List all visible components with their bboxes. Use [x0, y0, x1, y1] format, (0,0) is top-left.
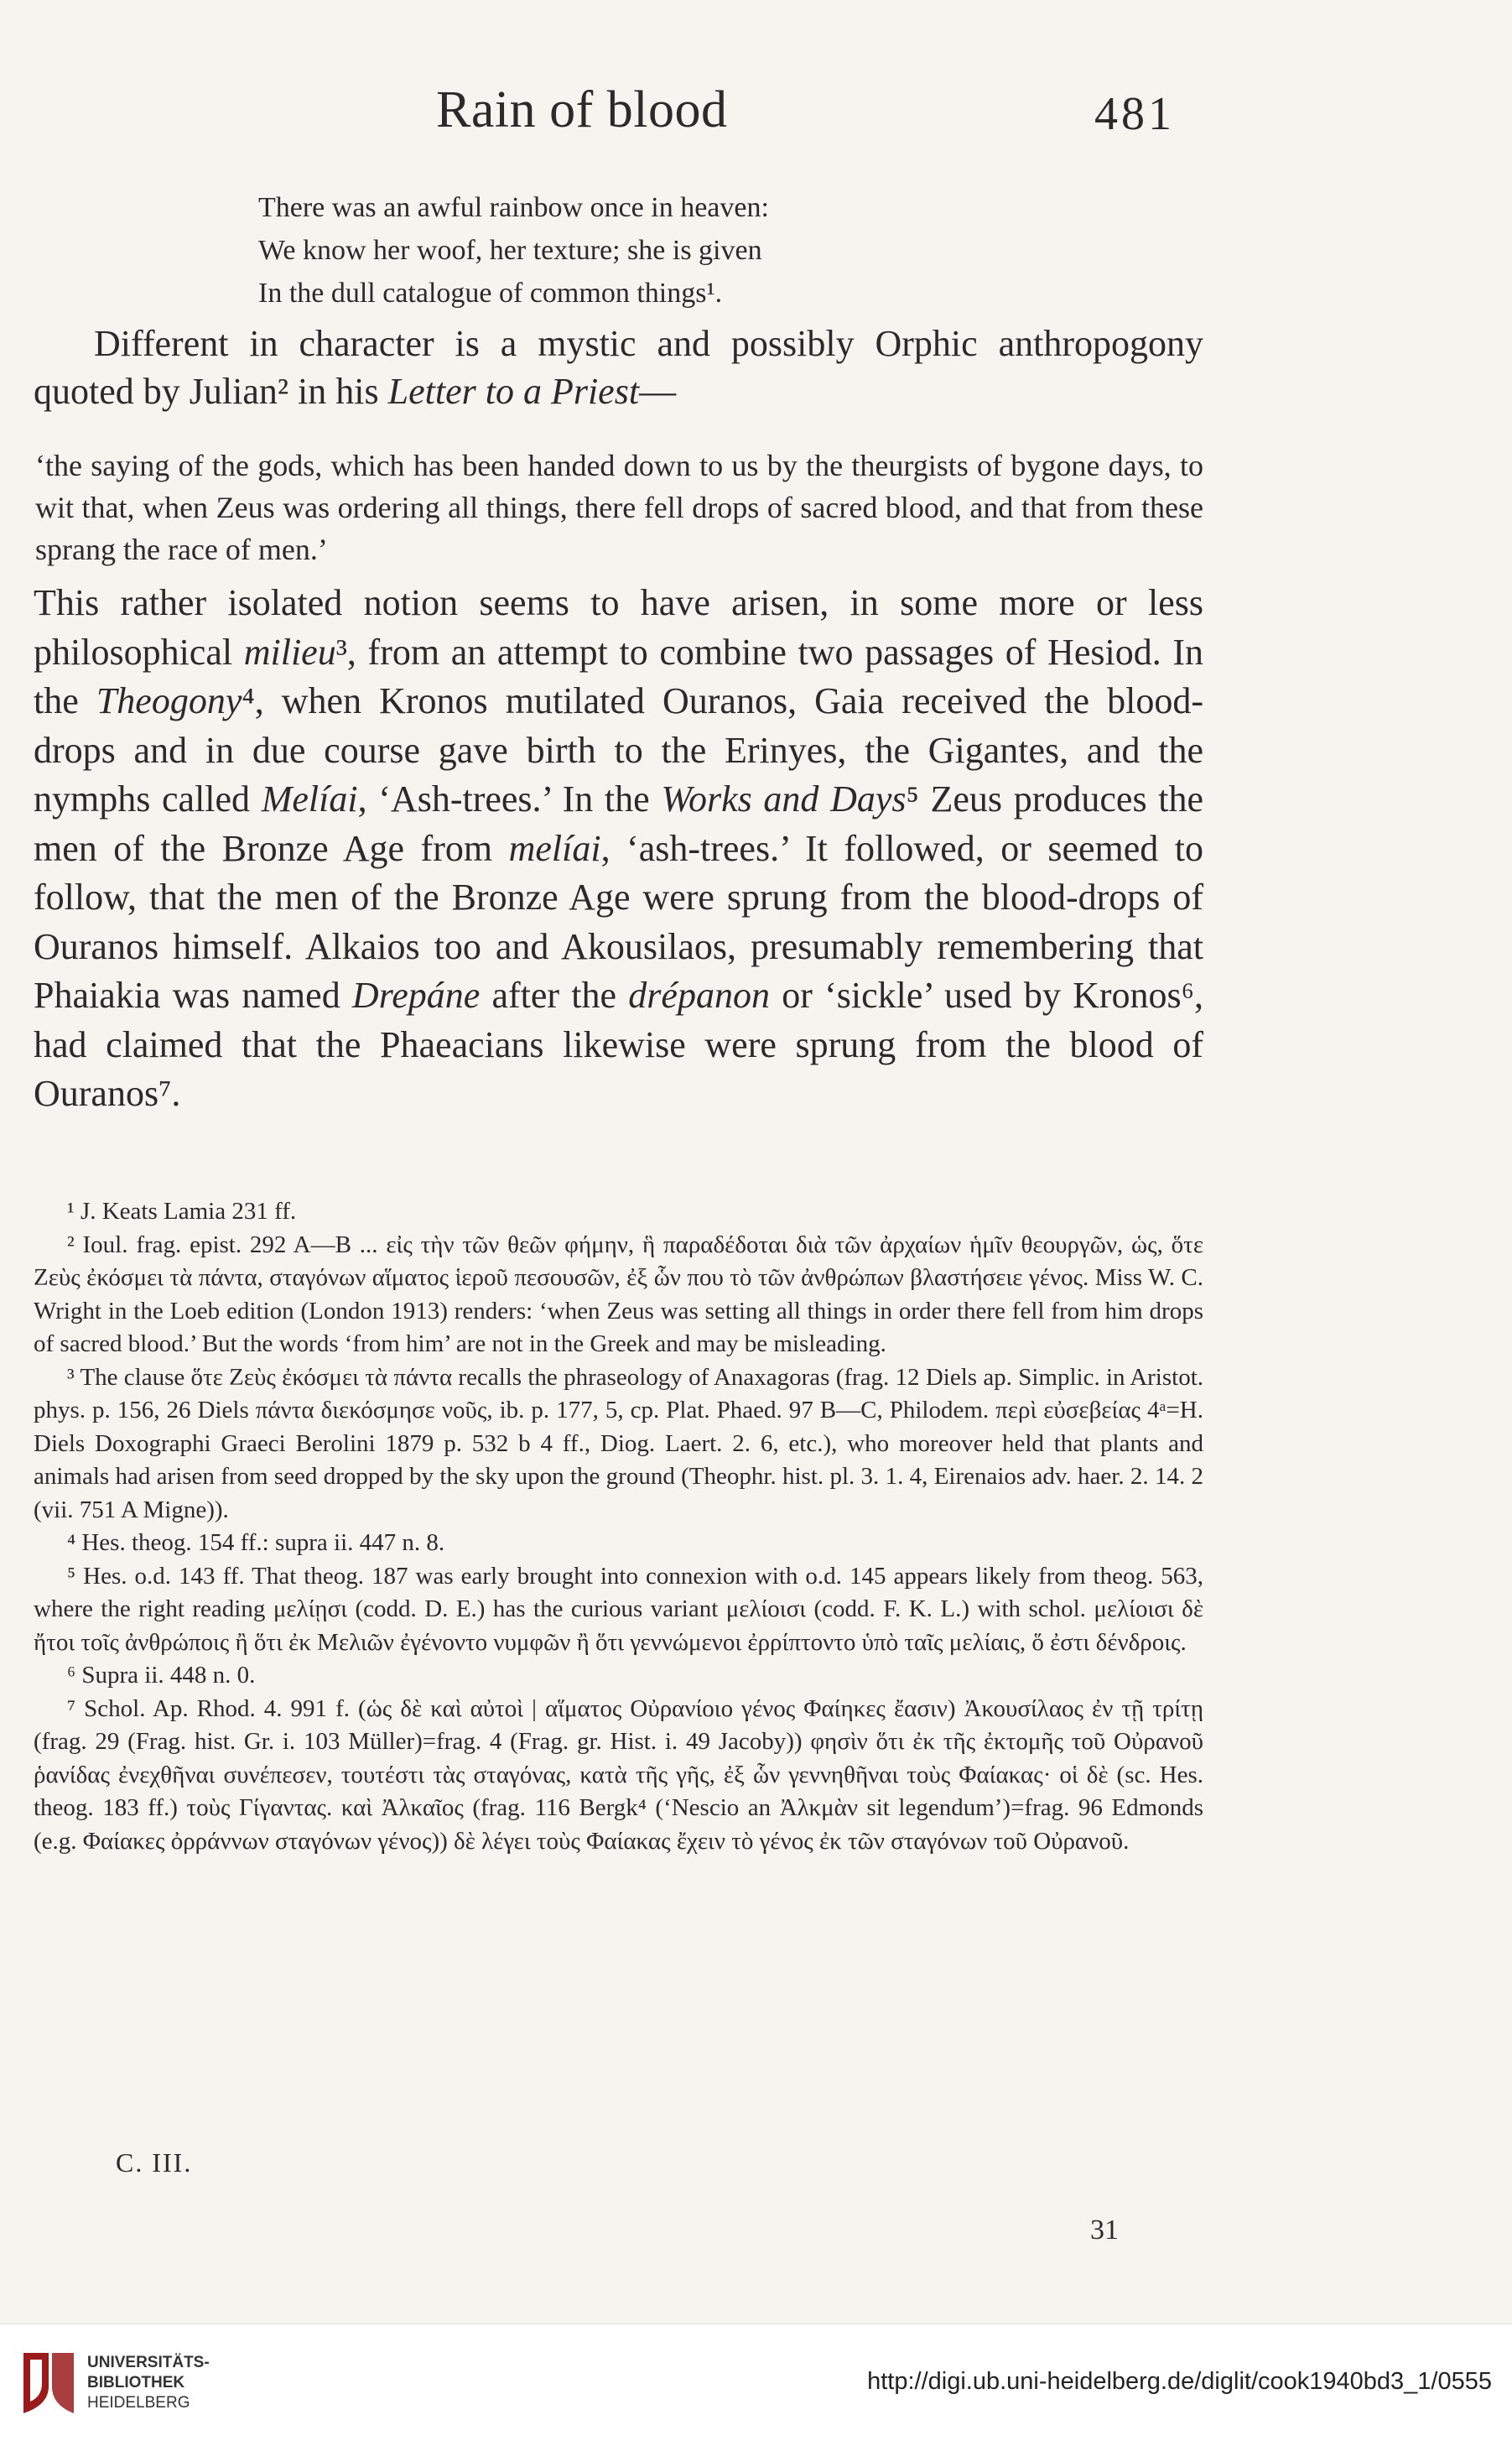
footnote-1: ¹ J. Keats Lamia 231 ff.	[67, 1198, 297, 1225]
verse-line: There was an awful rainbow once in heaven:	[258, 192, 769, 223]
footnote-6: ⁶ Supra ii. 448 n. 0.	[67, 1662, 256, 1689]
footnote-3: ³ The clause ὅτε Ζεὺς ἐκόσμει τὰ πάντα recalls the phraseology of Anaxagoras (frag. 12 Diels ap. Simplic. in Aristot. phys. p. 156, 26 Diels πάντα διεκόσμησε νοῦς, ib. p. 177, 5, cp. Plat. Phaed. 97 B—C, Philodem. περὶ εὐσεβείας 4ᵃ=H. Diels Doxographi Graeci Berolini 1879 p. 532 b 4 ff., Diog. Laert. 2. 6, etc.), who moreover held that plants and animals had arisen from seed dropped by the sky upon the ground (Theophr. hist. pl. 3. 1. 4, Eirenaios adv. haer. 2. 14. 2 (vii. 751 A Migne)).	[34, 1363, 1203, 1523]
italic-term: milieu	[243, 631, 336, 673]
paragraph-text: Different in character is a mystic and possibly Orphic anthropogony quoted by Julian² in his	[34, 323, 1203, 412]
italic-term: Melíai	[261, 778, 358, 820]
footnote-5: ⁵ Hes. o.d. 143 ff. That theog. 187 was early brought into connexion with o.d. 145 appears likely from theog. 563, where the right reading μελίῃσι (codd. D. E.) has the curious variant μελίοισι (codd. F. K. L.) with schol. μελίοισι δὲ ἤτοι τοῖς ἀνθρώποις ἢ ὅτι ἐκ Μελιῶν ἐγένοντο νυμφῶν ἢ ὅτι γεννώμενοι ἐρρίπτοντο ὑπὸ ταῖς μελίαις, ὅ ἐστι δένδροις.	[34, 1562, 1203, 1656]
library-name	[87, 2353, 210, 2413]
library-logo-icon	[18, 2350, 77, 2417]
verse-quotation	[258, 186, 769, 315]
paragraph-hesiod	[34, 579, 1203, 1119]
italic-term: melíai	[508, 827, 601, 869]
running-title: Rain of blood	[436, 81, 728, 138]
sheet-number: 31	[1090, 2214, 1119, 2246]
paragraph-text: —	[639, 370, 677, 412]
work-title: Theogony	[96, 680, 242, 721]
paragraph-text: This rather isolated notion seems to have arisen, in some more or less philosophical	[34, 582, 1203, 673]
verse-line: We know her woof, her texture; she is given	[258, 235, 762, 266]
digitization-footer	[0, 2324, 1512, 2446]
signature-mark: C. III.	[116, 2147, 193, 2178]
source-url-link[interactable]: http://digi.ub.uni-heidelberg.de/diglit/cook1940bd3_1/0555	[867, 2368, 1492, 2395]
library-name-line: UNIVERSITÄTS-	[87, 2354, 210, 2371]
paragraph-text: or ‘sickle’ used by Kronos⁶, had claimed that the Phaeacians likewise were sprung from the blood of Ouranos⁷.	[34, 975, 1203, 1114]
paragraph-text: ⁴, when Kronos mutilated Ouranos, Gaia received the blood-drops and in due course gave birth to the Erinyes, the Gigantes, and the nymphs called	[34, 680, 1203, 820]
work-title: Letter to a Priest	[387, 370, 640, 412]
footnote-4: ⁴ Hes. theog. 154 ff.: supra ii. 447 n. 8.	[67, 1529, 445, 1556]
footnote-7: ⁷ Schol. Ap. Rhod. 4. 991 f. (ὡς δὲ καὶ αὐτοὶ | αἵματος Οὐρανίοιο γένος Φαίηκες ἔασιν) Ἀκουσίλαος ἐν τῇ τρίτῃ (frag. 29 (Frag. hist. Gr. i. 103 Müller)=frag. 4 (Frag. gr. Hist. i. 49 Jacoby)) φησὶν ὅτι ἐκ τῆς ἐκτομῆς τοῦ Οὐρανοῦ ῥανίδας ἐνεχθῆναι συνέπεσεν, τουτέστι τὰς σταγόνας, κατὰ τῆς γῆς, ἐξ ὧν γεννηθῆναι τοὺς Φαίακας· οἱ δὲ (sc. Hes. theog. 183 ff.) τοὺς Γίγαντας. καὶ Ἀλκαῖος (frag. 116 Bergk⁴ (‘Nescio an Ἀλκμὰν sit legendum’)=frag. 96 Edmonds (e.g. Φαίακες ὀρράννων σταγόνων γένος)) δὲ λέγει τοὺς Φαίακας ἔχειν τὸ γένος ἐκ τῶν σταγόνων τοῦ Οὐρανοῦ.	[34, 1694, 1203, 1855]
block-quote: ‘the saying of the gods, which has been handed down to us by the theurgists of bygone days, to wit that, when Zeus was ordering all things, there fell drops of sacred blood, and that from these sprang the race of men.’	[35, 449, 1203, 566]
work-title: Works and Days	[661, 778, 907, 820]
italic-term: drépanon	[628, 975, 770, 1016]
paragraph-text: , ‘Ash-trees.’ In the	[357, 778, 662, 820]
paragraph-anthropogony	[34, 320, 1203, 415]
paragraph-text: ³, from an attempt to combine two passages of Hesiod. In the	[34, 631, 1203, 721]
library-name-line: HEIDELBERG	[87, 2394, 190, 2412]
footnote-2: ² Ioul. frag. epist. 292 A—B ... εἰς τὴν τῶν θεῶν φήμην, ἣ παραδέδοται διὰ τῶν ἀρχαίων ἡμῖν θεουργῶν, ὡς, ὅτε Ζεὺς ἐκόσμει τὰ πάντα, σταγόνων αἵματος ἱεροῦ πεσουσῶν, ἐξ ὧν που τὸ τῶν ἀνθρώπων βλαστήσειε γένος. Miss W. C. Wright in the Loeb edition (London 1913) renders: ‘when Zeus was setting all things in order there fell from him drops of sacred blood.’ But the words ‘from him’ are not in the Greek and may be misleading.	[34, 1231, 1203, 1357]
paragraph-text: after the	[480, 975, 629, 1016]
page-number: 481	[1094, 88, 1175, 140]
paragraph-text: , ‘ash-trees.’ It followed, or seemed to follow, that the men of the Bronze Age were sprung from the blood-drops of Ouranos himself. Alkaios too and Akousilaos, presumably remembering that Phaiakia was named	[34, 827, 1204, 1016]
library-name-line: BIBLIOTHEK	[87, 2374, 185, 2391]
footnotes	[34, 1195, 1203, 1858]
verse-line: In the dull catalogue of common things¹.	[258, 278, 723, 309]
italic-term: Drepáne	[351, 975, 481, 1016]
paragraph-text: ⁵ Zeus produces the men of the Bronze Age from	[34, 778, 1203, 869]
